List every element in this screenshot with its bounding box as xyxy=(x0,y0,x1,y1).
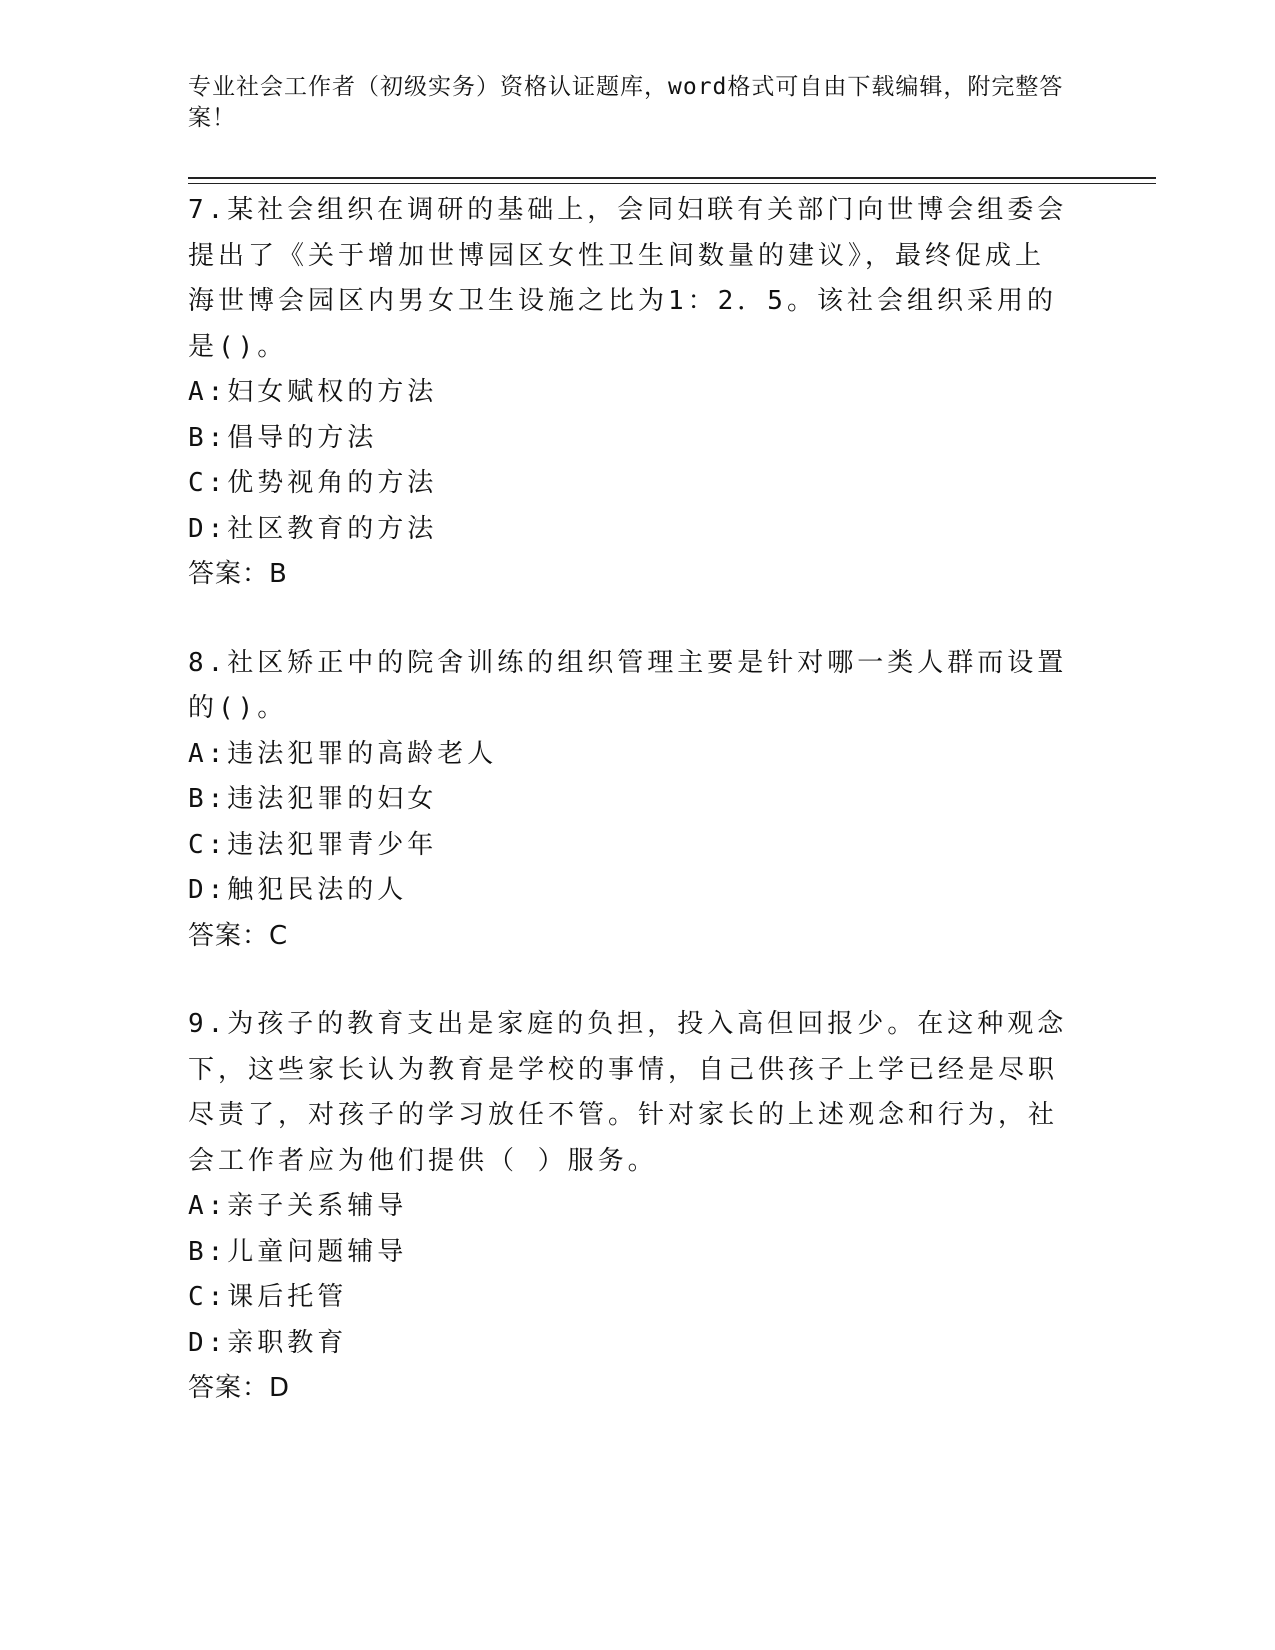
option-d: D:触犯民法的人 xyxy=(188,875,408,905)
option-d: D:社区教育的方法 xyxy=(188,513,438,544)
option-a: A:亲子关系辅导 xyxy=(188,1191,408,1221)
option-d: D:亲职教育 xyxy=(188,1327,348,1358)
question-stem: 7.某社会组织在调研的基础上，会同妇联有关部门向世博会组委会提出了《关于增加世博园区女性卫生间数量的建议》，最终促成上海世博会园区内男女卫生设施之比为1：2．5。该社会组织采用的是()。 xyxy=(188,195,1068,362)
answer-line: 答案：D xyxy=(188,1373,291,1403)
option-a: A:违法犯罪的高龄老人 xyxy=(188,738,498,769)
answer-line: 答案：C xyxy=(188,920,289,951)
option-c: C:优势视角的方法 xyxy=(188,468,438,498)
option-b: B:儿童问题辅导 xyxy=(188,1236,408,1267)
option-b: B:违法犯罪的妇女 xyxy=(188,784,438,814)
question-list xyxy=(188,188,1068,1455)
document-header: 专业社会工作者（初级实务）资格认证题库，word格式可自由下载编辑，附完整答案！ xyxy=(188,74,1064,131)
header-rule-thin xyxy=(188,183,1156,184)
question-item xyxy=(188,1002,1068,1412)
question-item xyxy=(188,188,1068,598)
option-a: A:妇女赋权的方法 xyxy=(188,377,438,407)
option-c: C:课后托管 xyxy=(188,1282,348,1312)
option-c: C:违法犯罪青少年 xyxy=(188,829,438,860)
question-item xyxy=(188,641,1068,960)
question-stem: 8.社区矫正中的院舍训练的组织管理主要是针对哪一类人群而设置的()。 xyxy=(188,647,1068,723)
question-stem: 9.为孩子的教育支出是家庭的负担，投入高但回报少。在这种观念下，这些家长认为教育是学校的事情，自己供孩子上学已经是尽职尽责了，对孩子的学习放任不管。针对家长的上述观念和行为，社会工作者应为他们提供（ ）服务。 xyxy=(188,1009,1068,1176)
answer-line: 答案：B xyxy=(188,559,288,589)
option-b: B:倡导的方法 xyxy=(188,422,378,453)
header-rule-thick xyxy=(188,177,1156,179)
